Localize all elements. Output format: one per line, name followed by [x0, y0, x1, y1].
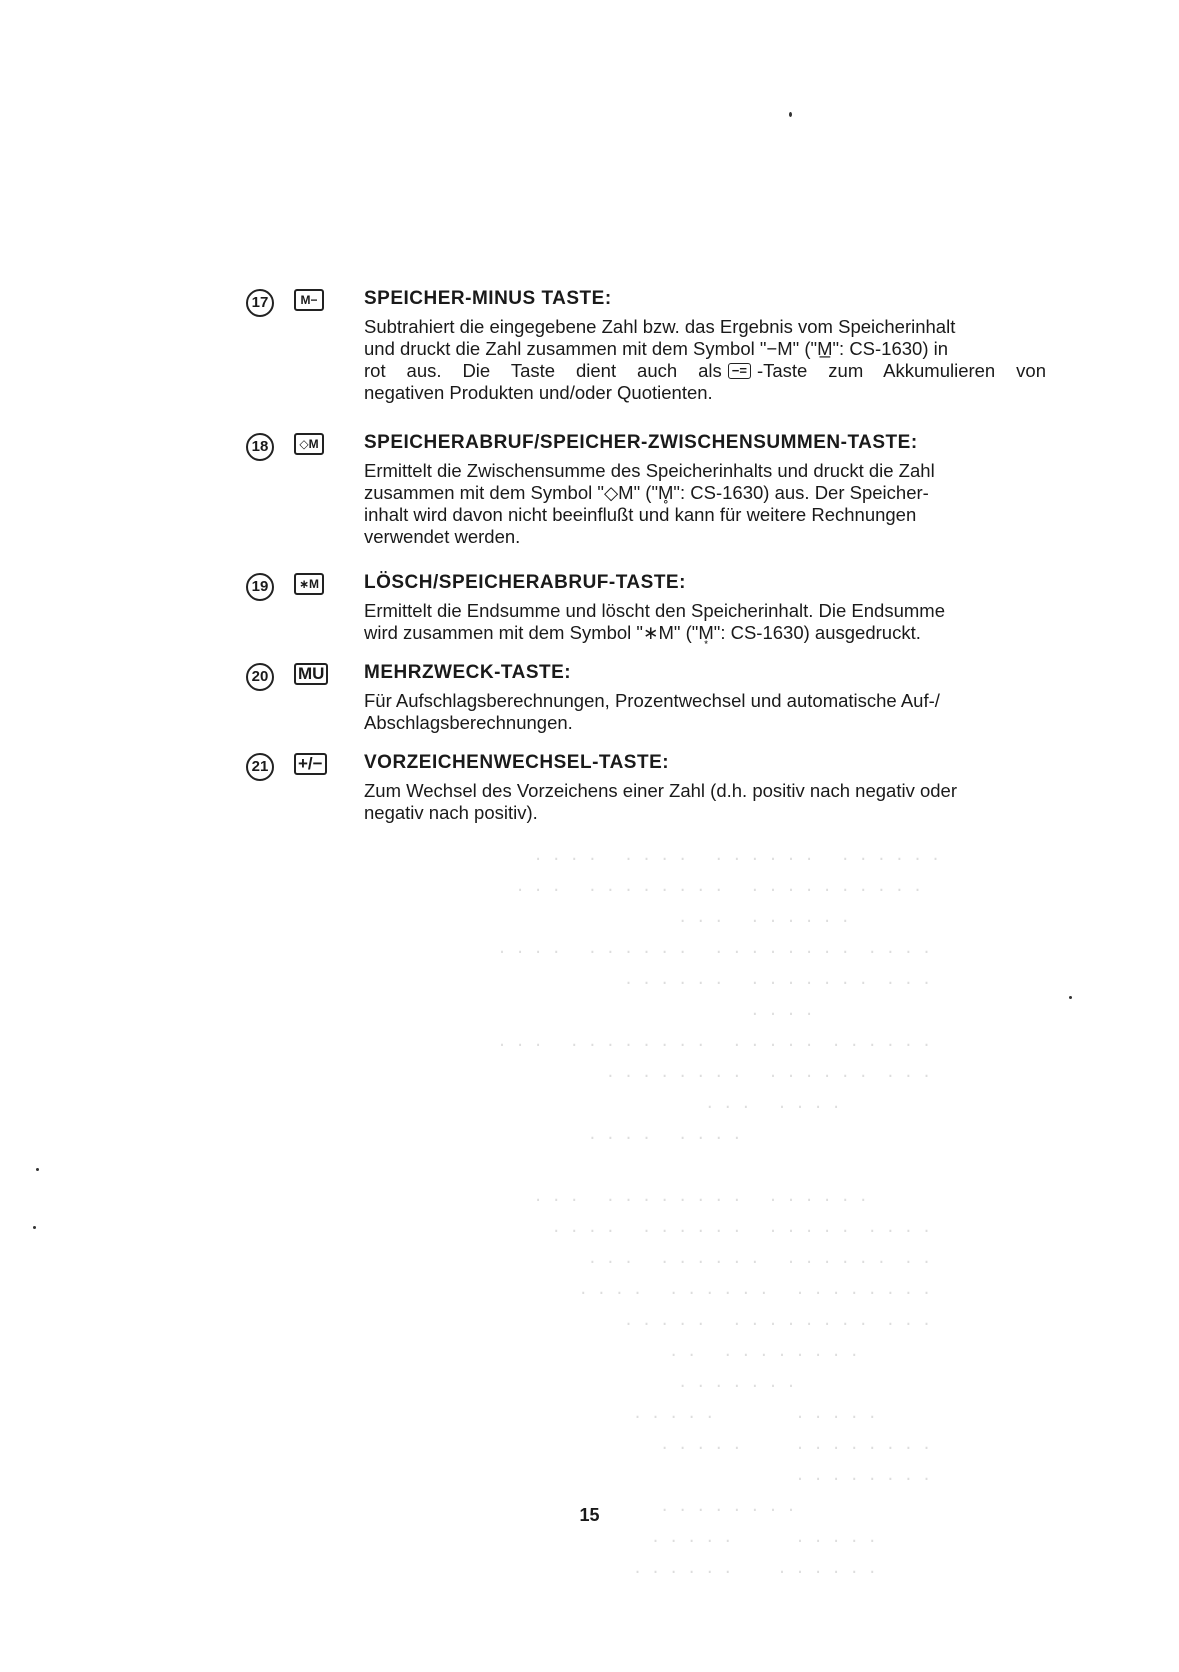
sign-change-key-icon: +/−	[294, 753, 327, 775]
entry-heading: VORZEICHENWECHSEL-TASTE:	[364, 752, 670, 773]
description-line	[364, 360, 1046, 382]
entry-number: 18	[246, 433, 274, 461]
entry-description	[364, 460, 1046, 548]
entry-heading: SPEICHER-MINUS TASTE:	[364, 288, 612, 309]
description-line: negativ nach positiv).	[364, 802, 538, 823]
clear-memory-recall-key-icon: ∗M	[294, 573, 324, 595]
description-line: Abschlagsberechnungen.	[364, 712, 573, 733]
description-line: wird zusammen mit dem Symbol "∗M" ("M͙": CS-1630) ausgedruckt.	[364, 622, 921, 643]
memory-recall-subtotal-key-icon: ◇M	[294, 433, 324, 455]
entry-heading: LÖSCH/SPEICHERABRUF-TASTE:	[364, 572, 686, 593]
description-line: verwendet werden.	[364, 526, 521, 547]
line-text: rot aus. Die Taste dient auch als	[364, 360, 722, 381]
description-line: Ermittelt die Zwischensumme des Speicherinhalts und druckt die Zahl	[364, 460, 935, 481]
scan-speck	[33, 1226, 36, 1229]
bleed-through-texture: . . . . . . . . . . . . . . . . . . . . . . . . . . . . . . . . . . . . . . . . . . . . . . . . . . . . . . . . . . . . . . . . . . . . . . . . . . . . . . . . . . . . . . . . . . . . . . . . . . . . . . . . . . . . . . . . . . . . . . . . . . . . . . . . . . . . . . . . . . . . . . . . . . . . . . . . . . . . . . . . . . . . . . . . . . . . . . . . . . . . . . . . . . . . . . . . . . . . . . . . . . . . . . . . . . . . . . . . . . . . . . . . . . . . . . . . . . . . . . . . . . . . . . . . . . . . . . . . . . . . . . . . . . . . . . . . . . . . . . . . . . . . . . . . . . . . . . . . . . . . . . . . . . . . . . .	[497, 846, 940, 1577]
description-line: und druckt die Zahl zusammen mit dem Symbol "−M" ("M̲": CS-1630) in	[364, 338, 949, 359]
entry-description	[364, 600, 1046, 644]
page-number: 15	[579, 1505, 600, 1525]
description-line: zusammen mit dem Symbol "◇M" ("M̥": CS-1630) aus. Der Speicher-	[364, 482, 929, 503]
multi-purpose-key-icon: MU	[294, 663, 328, 685]
minus-equals-key-icon: −=	[728, 363, 751, 379]
description-line: negativen Produkten und/oder Quotienten.	[364, 382, 713, 403]
scan-speck	[36, 1168, 39, 1171]
description-line: inhalt wird davon nicht beeinflußt und kann für weitere Rechnungen	[364, 504, 917, 525]
description-line: Ermittelt die Endsumme und löscht den Speicherinhalt. Die Endsumme	[364, 600, 945, 621]
description-line: Zum Wechsel des Vorzeichens einer Zahl (d.h. positiv nach negativ oder	[364, 780, 957, 801]
entry-heading: MEHRZWECK-TASTE:	[364, 662, 572, 683]
entry-description	[364, 780, 1046, 824]
line-text: -Taste zum Akkumulieren von	[756, 360, 1046, 381]
entry-number: 17	[246, 289, 274, 317]
scan-speck	[789, 112, 792, 117]
entry-description	[364, 690, 1046, 734]
description-line: Subtrahiert die eingegebene Zahl bzw. das Ergebnis vom Speicherinhalt	[364, 316, 956, 337]
description-line: Für Aufschlagsberechnungen, Prozentwechsel und automatische Auf-/	[364, 690, 940, 711]
memory-minus-key-icon: M−	[294, 289, 324, 311]
scan-speck	[1069, 996, 1072, 999]
entry-number: 21	[246, 753, 274, 781]
entry-number: 19	[246, 573, 274, 601]
entry-number: 20	[246, 663, 274, 691]
entry-description	[364, 316, 1046, 404]
entry-heading: SPEICHERABRUF/SPEICHER-ZWISCHENSUMMEN-TASTE:	[364, 432, 918, 453]
